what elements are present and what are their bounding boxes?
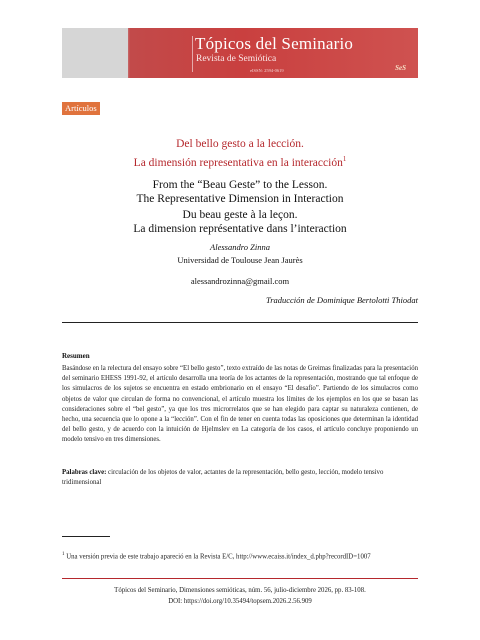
journal-subtitle: Revista de Semiótica — [196, 54, 277, 64]
title-fr-line1: Du beau geste à la leçon. — [182, 209, 298, 221]
banner-grey-panel — [62, 28, 128, 78]
title-es-line1: Del bello gesto a la lección. — [176, 138, 304, 150]
author-affiliation: Universidad de Toulouse Jean Jaurès — [177, 255, 303, 265]
author-email[interactable]: alessandrozinna@gmail.com — [190, 276, 290, 286]
footnote-text: Una versión previa de este trabajo apareció en la Revista E/C, http://www.ecaiss.it/index_d.php?recordID=1007 — [64, 553, 371, 561]
footnote-divider — [62, 536, 110, 537]
title-footnote-mark[interactable]: 1 — [342, 155, 347, 163]
header-divider — [62, 322, 418, 323]
author-name: Alessandro Zinna — [210, 242, 270, 252]
keywords-text: circulación de los objetos de valor, actantes de la representación, bello gesto, lección, modelo tensivo tridimensional — [62, 469, 384, 487]
title-es-line2-text: La dimensión representativa en la interacción — [133, 156, 343, 169]
journal-issn: eISSN: 2594-0619 — [250, 68, 284, 73]
title-en-line1: From the “Beau Geste” to the Lesson. — [152, 179, 328, 191]
keywords-label: Palabras clave: — [62, 469, 107, 476]
footnote-mark: 1 — [62, 552, 65, 557]
journal-banner — [62, 28, 418, 78]
journal-title: Tópicos del Seminario — [195, 34, 354, 53]
abstract-text: Basándose en la relectura del ensayo sobre “El bello gesto”, texto extraído de las notas de Greimas finalizadas para la presentación del seminario EHESS 1991-92, el artículo desarrolla una teoría de los actantes de la representación, mostrando que tal enfoque de los simulacros de los sujetos se encuentra en estado embrionario en el ensayo “El desafío”. Partiendo de los simulacros como objetos de valor que circulan de forma no convencional, el artículo muestra los límites de los ejemplos en los que se basan las consideraciones sobre el “bel gesto”, ya que los tres microrrelatos que se han elegido para captar su naturaleza contienen, de hecho, una secuencia que lo opone a la “lección”. Con el fin de tener en cuenta todas las oposiciones que determinan la identidad del bello gesto, y de acuerdo con la intuición de Hjelmslev en La categoría de los casos, el artículo concluye proponiendo un modelo tensivo en tres dimensiones. — [62, 365, 418, 444]
page-footer — [62, 585, 418, 607]
translation-credit: Traducción de Dominique Bertolotti Thiodat — [265, 295, 418, 305]
section-tag: Artículos — [62, 102, 100, 115]
keywords — [62, 468, 418, 488]
footer-doi[interactable]: DOI: https://doi.org/10.35494/topsem.2026.2.56.909 — [168, 598, 312, 605]
footnote — [62, 550, 418, 562]
abstract-heading: Resumen — [62, 352, 90, 360]
journal-logo: SeS — [395, 64, 406, 72]
title-fr-line2: La dimension représentative dans l’interaction — [133, 223, 347, 235]
footer-citation: Tópicos del Seminario, Dimensiones semióticas, núm. 56, julio-diciembre 2026, pp. 83-108. — [114, 587, 366, 594]
title-en-line2: The Representative Dimension in Interaction — [136, 193, 344, 205]
title-es-line2 — [62, 152, 418, 171]
banner-divider — [192, 36, 193, 72]
footer-divider — [62, 578, 418, 579]
